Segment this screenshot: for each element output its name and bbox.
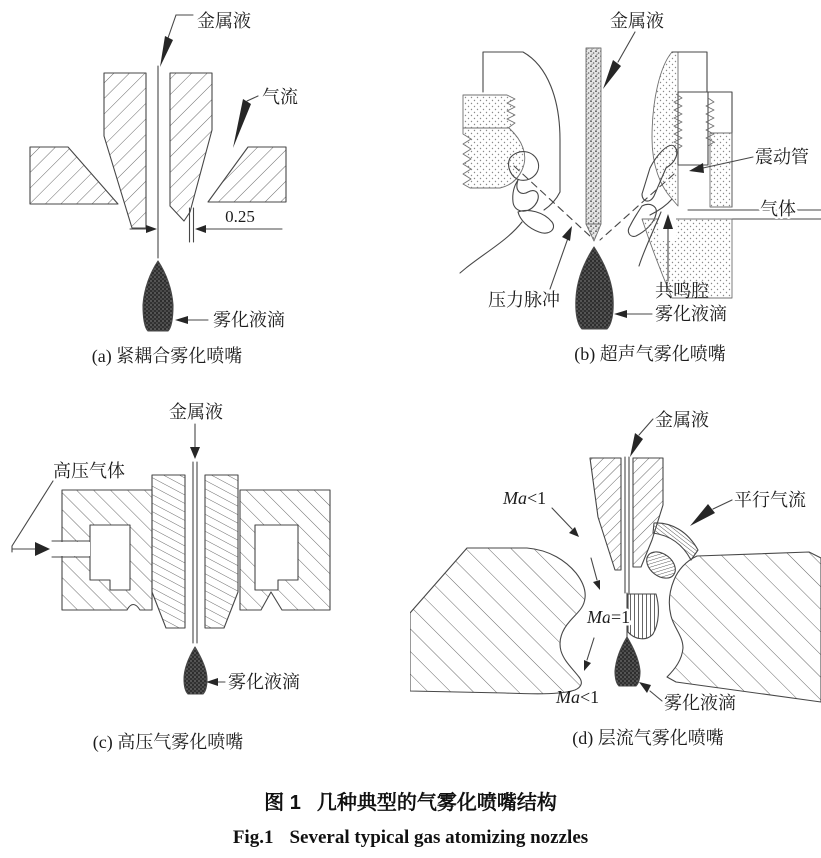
figure-title-en: Several typical gas atomizing nozzles xyxy=(289,827,589,848)
mach-lt1-upper-text xyxy=(502,488,546,508)
melt-label-text: 金属液 xyxy=(655,410,709,430)
right-arrow-icon xyxy=(35,542,50,556)
down-arrow-icon xyxy=(603,60,621,89)
left-arrow-icon xyxy=(614,310,627,318)
panel-c-diagram xyxy=(0,380,410,770)
melt-label-text: 金属液 xyxy=(610,11,664,31)
dim-arrow-right-icon xyxy=(146,225,157,233)
vibrating-tube-label-b xyxy=(689,147,809,173)
melt-label-c xyxy=(169,402,223,459)
pressure-pulse-label-b xyxy=(488,226,572,310)
resonance-cavity-label-text: 共鸣腔 xyxy=(655,281,709,301)
ma-italic: Ma xyxy=(503,488,527,508)
figure-caption-zh xyxy=(0,786,821,815)
gas-inlet-channel xyxy=(52,542,90,556)
gap-dimension-text: 0.25 xyxy=(225,207,255,226)
nozzle-body-c xyxy=(52,475,330,628)
hp-gas-label-text: 高压气体 xyxy=(53,461,125,481)
down-arrow-icon xyxy=(690,504,715,526)
right-melt-guide-column xyxy=(205,475,238,628)
panel-d-diagram xyxy=(410,380,821,770)
panel-a-diagram xyxy=(0,0,410,380)
down-arrow-icon xyxy=(233,99,251,148)
panel-b-caption: (b) 超声气雾化喷嘴 xyxy=(574,344,726,364)
atomized-droplet-plume xyxy=(143,261,173,331)
melt-stream-c xyxy=(193,462,197,643)
up-left-arrow-icon xyxy=(639,682,651,693)
down-arrow-icon xyxy=(160,36,173,67)
sonic-flow-region xyxy=(628,594,658,639)
gas-label-text: 气体 xyxy=(760,199,796,219)
melt-label-a xyxy=(160,11,251,67)
panel-d-caption: (d) 层流气雾化喷嘴 xyxy=(572,728,724,748)
ma-value: =1 xyxy=(611,607,631,627)
flow-arrow-icon xyxy=(593,580,600,590)
melt-label-text: 金属液 xyxy=(169,402,223,422)
left-threaded-block-b xyxy=(463,95,525,188)
panel-a-caption: (a) 紧耦合雾化喷嘴 xyxy=(91,346,243,366)
gas-label-a xyxy=(233,87,298,148)
left-arrow-icon xyxy=(206,678,218,686)
droplet-label-c xyxy=(206,672,300,692)
mach-eq1-text xyxy=(586,607,630,627)
atomized-droplet-plume xyxy=(576,247,613,329)
gap-dimension-a xyxy=(130,207,282,242)
right-housing-b xyxy=(650,52,732,215)
panel-b-diagram xyxy=(410,0,821,380)
pressure-pulse-label-text: 压力脉冲 xyxy=(488,290,560,310)
figure-title-zh: 几种典型的气雾化喷嘴结构 xyxy=(316,792,557,814)
melt-label-d xyxy=(630,410,709,457)
right-gas-cavity xyxy=(255,525,298,590)
ma-value: <1 xyxy=(580,687,600,707)
down-arrow-icon xyxy=(190,447,200,459)
droplet-label-text: 雾化液滴 xyxy=(664,693,736,713)
left-melt-guide-column xyxy=(152,475,185,628)
droplet-label-a xyxy=(175,310,285,330)
ma-value: <1 xyxy=(527,488,547,508)
melt-label-b xyxy=(603,11,664,89)
flow-arrow-icon xyxy=(569,527,579,537)
ma-italic: Ma xyxy=(556,687,580,707)
gas-pipe-b xyxy=(678,210,821,219)
flow-arrow-icon xyxy=(584,660,591,671)
pressure-wave-dashed-line xyxy=(514,166,591,237)
melt-label-text: 金属液 xyxy=(197,11,251,31)
figure-caption-en xyxy=(0,827,821,849)
panel-c-caption: (c) 高压气雾化喷嘴 xyxy=(92,732,244,752)
down-arrow-icon xyxy=(630,433,643,457)
gas-label-text: 气流 xyxy=(262,87,298,107)
figure-number-zh: 图 1 xyxy=(264,792,301,814)
droplet-label-text: 雾化液滴 xyxy=(213,310,285,330)
left-arrow-icon xyxy=(175,316,188,324)
parallel-gas-label-d xyxy=(690,490,806,526)
vibrating-tube-label-text: 震动管 xyxy=(755,147,809,167)
atomized-droplet-plume xyxy=(615,637,640,686)
droplet-label-text: 雾化液滴 xyxy=(228,672,300,692)
ma-italic: Ma xyxy=(587,607,611,627)
parallel-gas-label-text: 平行气流 xyxy=(734,490,806,510)
droplet-label-b xyxy=(614,304,727,324)
atomized-droplet-plume xyxy=(184,647,207,694)
mach-lt1-lower-text xyxy=(555,687,599,707)
dim-arrow-left-icon xyxy=(195,225,206,233)
melt-column-b xyxy=(586,48,601,241)
left-gas-cavity xyxy=(90,525,130,590)
figure-number-en: Fig.1 xyxy=(232,827,274,848)
up-arrow-icon xyxy=(562,226,572,241)
droplet-label-text: 雾化液滴 xyxy=(655,304,727,324)
